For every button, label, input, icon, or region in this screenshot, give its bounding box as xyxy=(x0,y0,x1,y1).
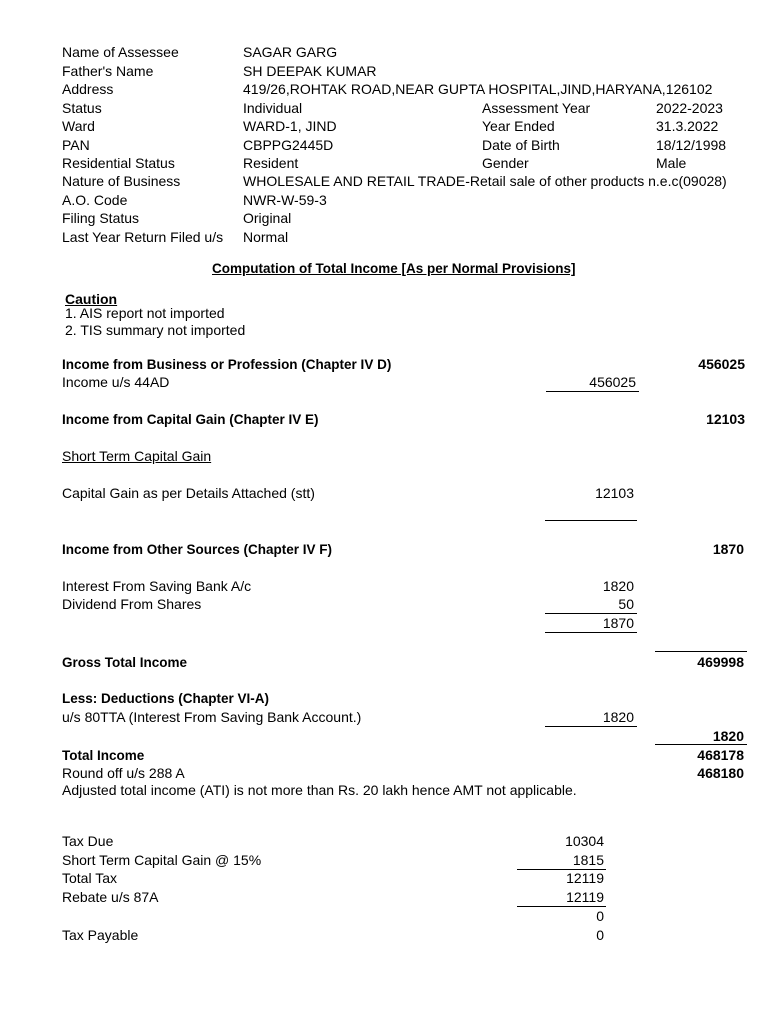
value-year-ended: 31.3.2022 xyxy=(656,118,719,134)
round-off-label: Round off u/s 288 A xyxy=(62,765,185,781)
label-pan: PAN xyxy=(62,137,90,153)
deductions-total: 1820 xyxy=(712,728,744,744)
divider xyxy=(545,613,637,614)
divider xyxy=(545,726,637,727)
round-off-value: 468180 xyxy=(697,765,744,781)
total-income-value: 468178 xyxy=(697,747,744,763)
rebate-value: 12119 xyxy=(566,889,604,905)
business-total: 456025 xyxy=(698,356,745,372)
deductions-line-label: u/s 80TTA (Interest From Saving Bank Account.) xyxy=(62,709,362,725)
label-date-of-birth: Date of Birth xyxy=(482,137,560,153)
deductions-heading: Less: Deductions (Chapter VI-A) xyxy=(62,691,270,706)
value-address: 419/26,ROHTAK ROAD,NEAR GUPTA HOSPITAL,JIND,HARYANA,126102 xyxy=(243,81,713,97)
stcg-value: 1815 xyxy=(572,852,604,868)
tax-due-value: 10304 xyxy=(565,833,604,849)
value-gender: Male xyxy=(656,155,687,171)
net-tax-value: 0 xyxy=(596,908,604,924)
label-ao-code: A.O. Code xyxy=(62,192,128,208)
gross-total-value: 469998 xyxy=(697,654,744,670)
capital-gain-heading: Income from Capital Gain (Chapter IV E) xyxy=(62,412,319,427)
value-last-year-return: Normal xyxy=(243,229,289,245)
business-line-value: 456025 xyxy=(589,374,636,390)
caution-heading: Caution xyxy=(65,291,118,307)
value-pan: CBPPG2445D xyxy=(243,137,334,153)
deductions-line-value: 1820 xyxy=(602,709,634,725)
label-residential-status: Residential Status xyxy=(62,155,175,171)
rebate-label: Rebate u/s 87A xyxy=(62,889,159,905)
value-ao-code: NWR-W-59-3 xyxy=(243,192,327,208)
divider xyxy=(655,744,747,745)
label-last-year-return: Last Year Return Filed u/s xyxy=(62,229,224,245)
value-status: Individual xyxy=(243,100,303,116)
label-year-ended: Year Ended xyxy=(482,118,555,134)
divider xyxy=(517,906,606,907)
divider xyxy=(545,520,637,521)
gross-total-label: Gross Total Income xyxy=(62,655,188,670)
label-assessment-year: Assessment Year xyxy=(482,100,591,116)
total-income-label: Total Income xyxy=(62,748,145,763)
divider xyxy=(655,651,747,652)
label-name-of-assessee: Name of Assessee xyxy=(62,44,179,60)
value-ward: WARD-1, JIND xyxy=(243,118,337,134)
other-sources-item-label: Interest From Saving Bank A/c xyxy=(62,578,252,594)
page-title: Computation of Total Income [As per Normal Provisions] xyxy=(212,261,576,276)
label-gender: Gender xyxy=(482,155,529,171)
tax-payable-label: Tax Payable xyxy=(62,927,139,943)
value-residential-status: Resident xyxy=(243,155,299,171)
other-sources-item-label: Dividend From Shares xyxy=(62,596,202,612)
other-sources-total: 1870 xyxy=(712,541,744,557)
value-filing-status: Original xyxy=(243,210,292,226)
value-nature-of-business: WHOLESALE AND RETAIL TRADE-Retail sale of other products n.e.c(09028) xyxy=(243,173,727,189)
other-sources-item-value: 1820 xyxy=(602,578,634,594)
value-name-of-assessee: SAGAR GARG xyxy=(243,44,338,60)
capital-gain-subheading: Short Term Capital Gain xyxy=(62,448,212,464)
value-date-of-birth: 18/12/1998 xyxy=(656,137,727,153)
ati-note: Adjusted total income (ATI) is not more than Rs. 20 lakh hence AMT not applicable. xyxy=(62,782,577,798)
business-line-label: Income u/s 44AD xyxy=(62,374,170,390)
divider xyxy=(546,391,639,392)
total-tax-value: 12119 xyxy=(566,870,604,886)
stcg-label: Short Term Capital Gain @ 15% xyxy=(62,852,262,868)
tax-due-label: Tax Due xyxy=(62,833,114,849)
caution-item: 1. AIS report not imported xyxy=(65,305,225,321)
total-tax-label: Total Tax xyxy=(62,870,117,886)
tax-payable-value: 0 xyxy=(596,927,604,943)
capital-gain-total: 12103 xyxy=(706,411,745,427)
capital-gain-line-label: Capital Gain as per Details Attached (stt) xyxy=(62,485,315,501)
value-fathers-name: SH DEEPAK KUMAR xyxy=(243,63,377,79)
capital-gain-line-value: 12103 xyxy=(595,485,634,501)
value-assessment-year: 2022-2023 xyxy=(656,100,723,116)
label-status: Status xyxy=(62,100,102,116)
label-address: Address xyxy=(62,81,114,97)
label-nature-of-business: Nature of Business xyxy=(62,173,181,189)
other-sources-subtotal: 1870 xyxy=(602,615,634,631)
label-fathers-name: Father's Name xyxy=(62,63,154,79)
other-sources-heading: Income from Other Sources (Chapter IV F) xyxy=(62,542,333,557)
label-filing-status: Filing Status xyxy=(62,210,140,226)
caution-item: 2. TIS summary not imported xyxy=(65,322,246,338)
other-sources-item-value: 50 xyxy=(618,596,634,612)
divider xyxy=(545,632,637,633)
label-ward: Ward xyxy=(62,118,95,134)
business-heading: Income from Business or Profession (Chapter IV D) xyxy=(62,357,392,372)
